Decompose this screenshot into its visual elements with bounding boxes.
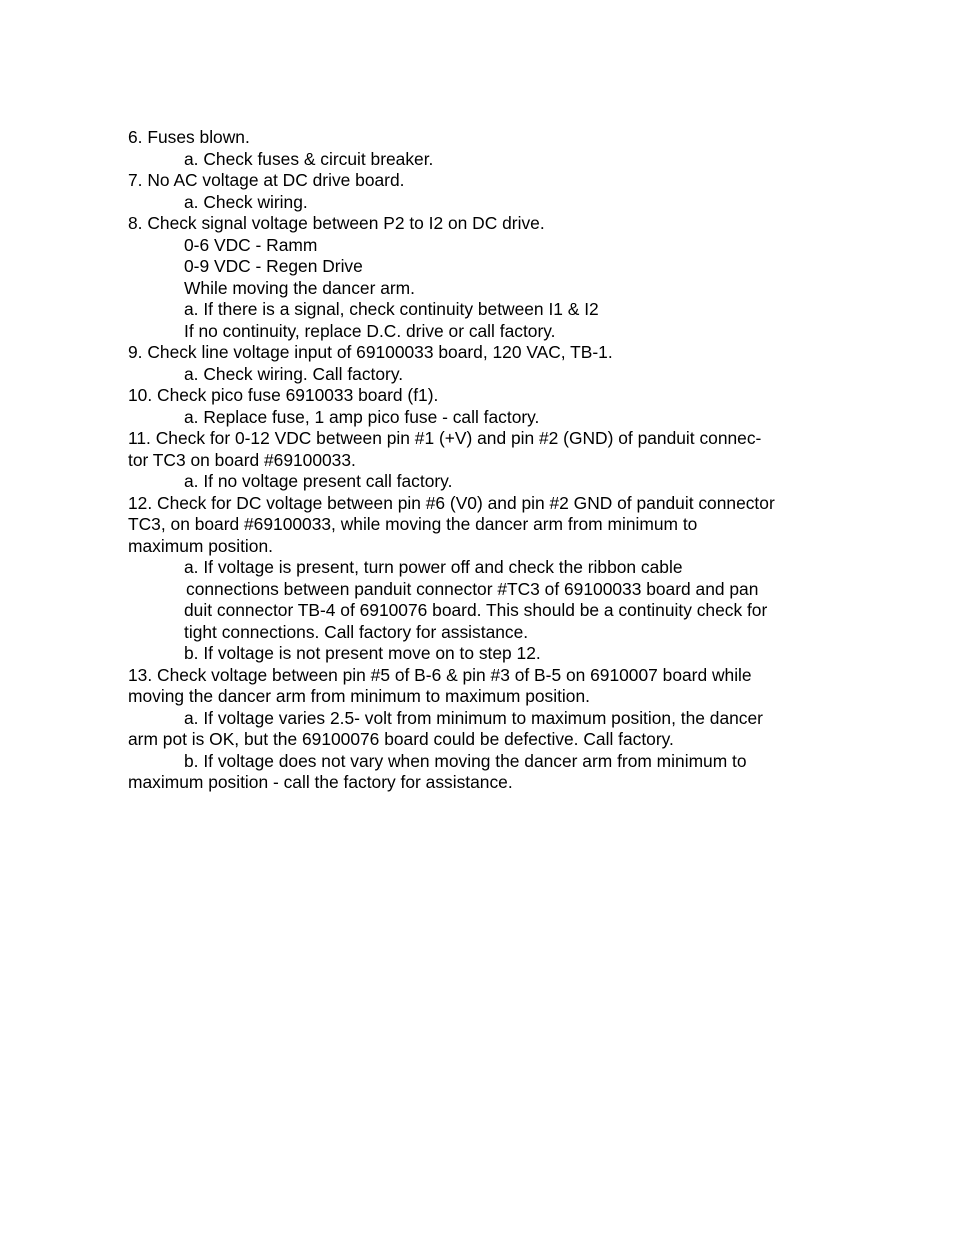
text-line: 11. Check for 0-12 VDC between pin #1 (+V) and pin #2 (GND) of panduit connec- bbox=[128, 428, 762, 448]
text-line: tight connections. Call factory for assistance. bbox=[184, 621, 529, 642]
text-line: a. Check fuses & circuit breaker. bbox=[184, 148, 434, 169]
text-line: 6. Fuses blown. bbox=[128, 127, 250, 147]
text-line: b. If voltage does not vary when moving the dancer arm from minimum to bbox=[184, 750, 747, 771]
text-line: 12. Check for DC voltage between pin #6 (V0) and pin #2 GND of panduit connector bbox=[128, 492, 775, 513]
text-line: maximum position - call the factory for assistance. bbox=[128, 772, 513, 792]
text-line: TC3, on board #69100033, while moving the dancer arm from minimum to bbox=[128, 514, 698, 534]
troubleshooting-text bbox=[128, 127, 828, 794]
text-line: a. If voltage is present, turn power off and check the ribbon cable bbox=[184, 557, 683, 577]
text-line: a. If there is a signal, check continuity between I1 & I2 bbox=[184, 299, 599, 319]
text-line: 10. Check pico fuse 6910033 board (f1). bbox=[128, 385, 439, 405]
text-line: connections between panduit connector #TC3 of 69100033 board and pan bbox=[186, 578, 759, 599]
text-line: b. If voltage is not present move on to step 12. bbox=[184, 643, 541, 663]
text-line: tor TC3 on board #69100033. bbox=[128, 449, 356, 470]
text-line: maximum position. bbox=[128, 535, 273, 556]
text-line: 9. Check line voltage input of 69100033 board, 120 VAC, TB-1. bbox=[128, 342, 613, 362]
text-line: 7. No AC voltage at DC drive board. bbox=[128, 170, 405, 190]
text-line: moving the dancer arm from minimum to maximum position. bbox=[128, 686, 590, 706]
text-line: a. Replace fuse, 1 amp pico fuse - call factory. bbox=[184, 406, 540, 427]
text-line: a. Check wiring. bbox=[184, 191, 308, 212]
text-line: a. If voltage varies 2.5- volt from minimum to maximum position, the dancer bbox=[184, 707, 763, 728]
text-line: While moving the dancer arm. bbox=[184, 277, 416, 298]
text-line: a. If no voltage present call factory. bbox=[184, 471, 453, 491]
text-line: If no continuity, replace D.C. drive or call factory. bbox=[184, 320, 556, 341]
text-line: 8. Check signal voltage between P2 to I2 on DC drive. bbox=[128, 213, 545, 233]
text-line: duit connector TB-4 of 6910076 board. This should be a continuity check for bbox=[184, 600, 768, 620]
text-line: 0-9 VDC - Regen Drive bbox=[184, 256, 363, 276]
text-line: 13. Check voltage between pin #5 of B-6 & pin #3 of B-5 on 6910007 board while bbox=[128, 664, 752, 685]
text-line: 0-6 VDC - Ramm bbox=[184, 234, 318, 255]
text-line: arm pot is OK, but the 69100076 board could be defective. Call factory. bbox=[128, 729, 674, 749]
text-line: a. Check wiring. Call factory. bbox=[184, 363, 404, 384]
